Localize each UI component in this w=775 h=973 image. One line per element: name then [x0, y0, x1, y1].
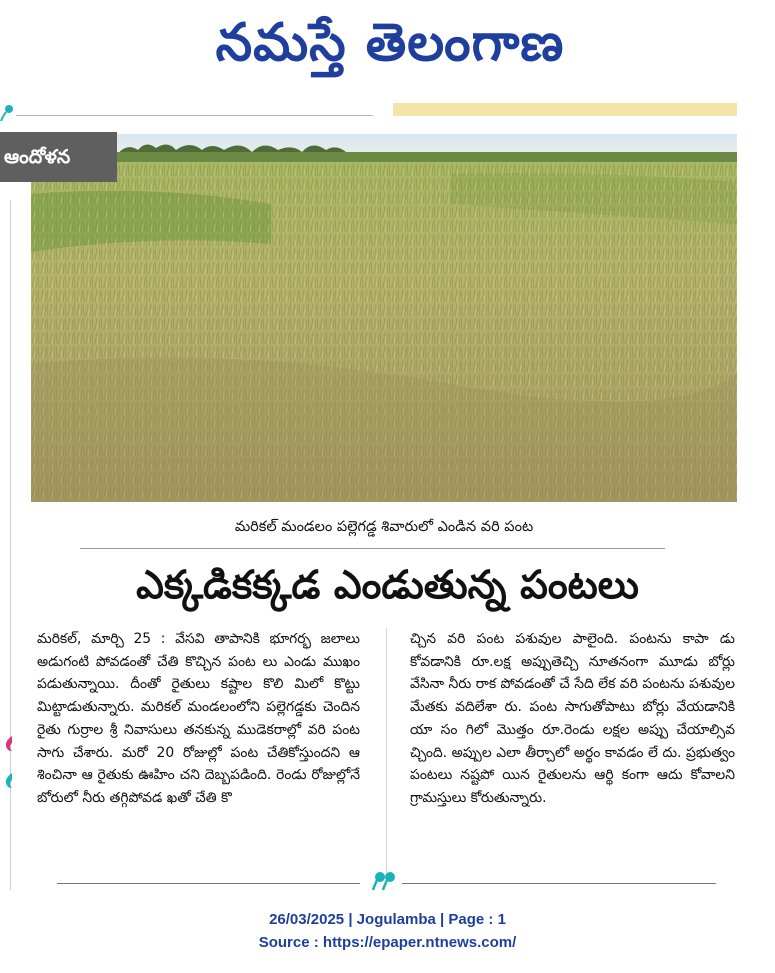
photo-caption: మరికల్‌ మండలం పల్లెగడ్డ శివారులో ఎండిన వరి పంట [234, 519, 534, 535]
source-link[interactable]: Source : https://epaper.ntnews.com/ [258, 934, 517, 951]
crop-field-photo [31, 134, 737, 502]
top-rule [16, 115, 373, 116]
section-label: ఆందోళన [0, 132, 117, 182]
column-divider [386, 628, 387, 878]
quote-mark-icon [372, 870, 396, 892]
photo-caption-box [31, 510, 737, 544]
newspaper-title: నమస్తే తెలంగాణ [215, 12, 565, 73]
caption-rule [80, 548, 665, 549]
quote-mark-icon [2, 772, 16, 790]
quote-mark-icon [0, 104, 14, 122]
article-headline: ఎక్కడికక్కడ ఎండుతున్న పంటలు [136, 563, 639, 608]
article-column-left: మరికల్‌, మార్చి 25 : వేసవి తాపానికి భూగర్భ జలాలు అడుగంటి పోవడంతో చేతి కొచ్చిన పంట లు ఎండు ముఖం పడుతున్నాయి. దీంతో రైతులు కష్టాల కొలి మిలో కొట్టు మిట్టాడుతున్నారు. మరికల్‌ మండలంలోని పల్లెగడ్డకు చెందిన రైతు గుర్రాల శ్రీ నివాసులు తనకున్న ముడెకరాల్లో వరి పంట సాగు చేశారు. మరో 20 రోజుల్లో పంట చేతికోస్తుందని ఆ శించినా ఆ రైతుకు ఊహిం చని దెబ్బపడింది. రెండు రోజుల్లోనే బోరులో నీరు తగ్గిపోవడ ఖతో చేతి కొ [37, 631, 360, 806]
article-column-right: చ్చిన వరి పంట పశువుల పాలైంది. పంటను కాపా డు కోవడానికి రూ.లక్ష అప్పుతెచ్చి నూతనంగా మూడు బోర్లు వేసినా నీరు రాక పోవడంతో చే సేది లేక వరి పంటను పశువుల మేతకు వదిలేశా రు. పంట సాగుతోపాటు బోర్లు వేయడానికి యా సం గిలో మొత్తం రూ.రెండు లక్షల అప్పు చేయాల్సివ చ్చింది. అప్పుల ఎలా తీర్చాలో అర్థం కావడం లే దు. ప్రభుత్వం పంటలు నష్టపో యిన రైతులను ఆర్థి కంగా ఆదు కోవాలని గ్రామస్తులు కోరుతున్నారు. [410, 631, 735, 806]
masthead [0, 0, 775, 92]
page-footer [0, 908, 775, 954]
bottom-rule [402, 883, 716, 884]
edition-info: 26/03/2025 | Jogulamba | Page : 1 [269, 911, 506, 928]
bottom-rule [57, 883, 360, 884]
highlight-bar [393, 103, 737, 116]
quote-mark-icon [2, 735, 16, 753]
